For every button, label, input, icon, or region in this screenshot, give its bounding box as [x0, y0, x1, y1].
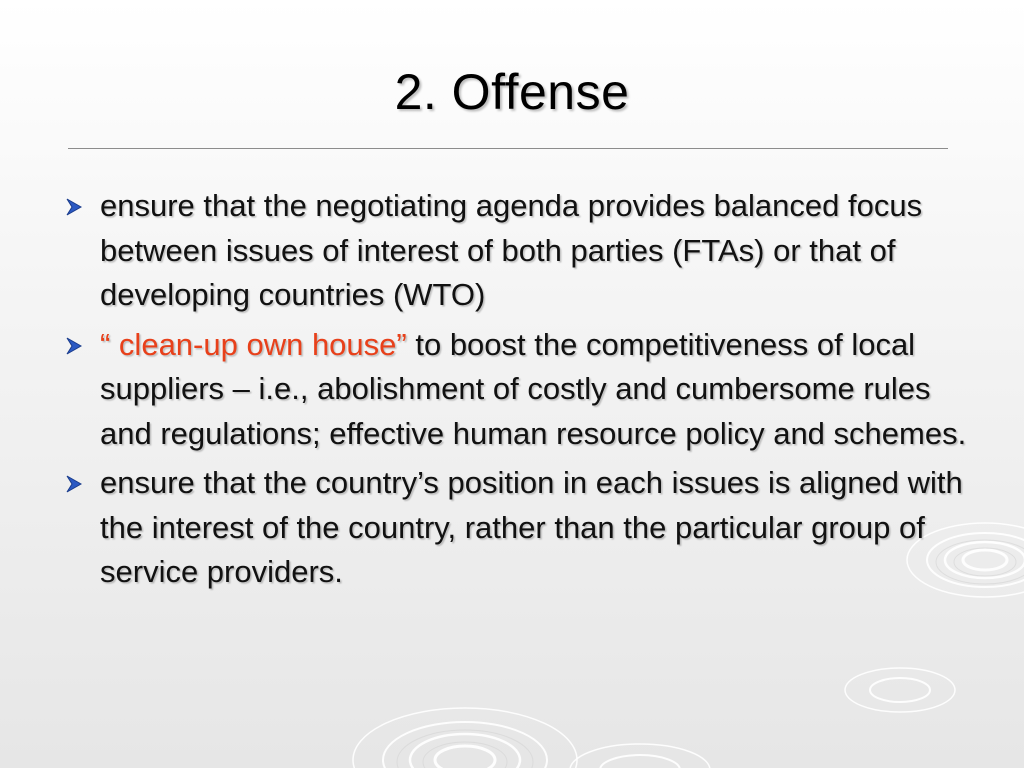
bullet-item [58, 184, 968, 318]
bullet-text: ensure that the negotiating agenda provides balanced focus between issues of interest of both parties (FTAs) or that of developing countries (WTO) [100, 188, 923, 312]
title-divider [68, 148, 948, 149]
bullet-list [58, 184, 968, 600]
arrow-bullet-icon [64, 336, 84, 356]
bullet-text: to boost the competitiveness of local suppliers – i.e., abolishment of costly and cumbersome rules and regulations; effective human resource policy and schemes. [100, 326, 967, 451]
bullet-text: ensure that the country’s position in each issues is aligned with the interest of the country, rather than the particular group of service providers. [100, 465, 963, 589]
arrow-bullet-icon [64, 474, 84, 494]
bullet-item [58, 461, 968, 595]
bullet-highlight-text: “ clean-up own house” [100, 326, 407, 362]
slide-title: 2. Offense [394, 64, 630, 120]
arrow-bullet-icon [64, 197, 84, 217]
bullet-item [58, 323, 968, 457]
